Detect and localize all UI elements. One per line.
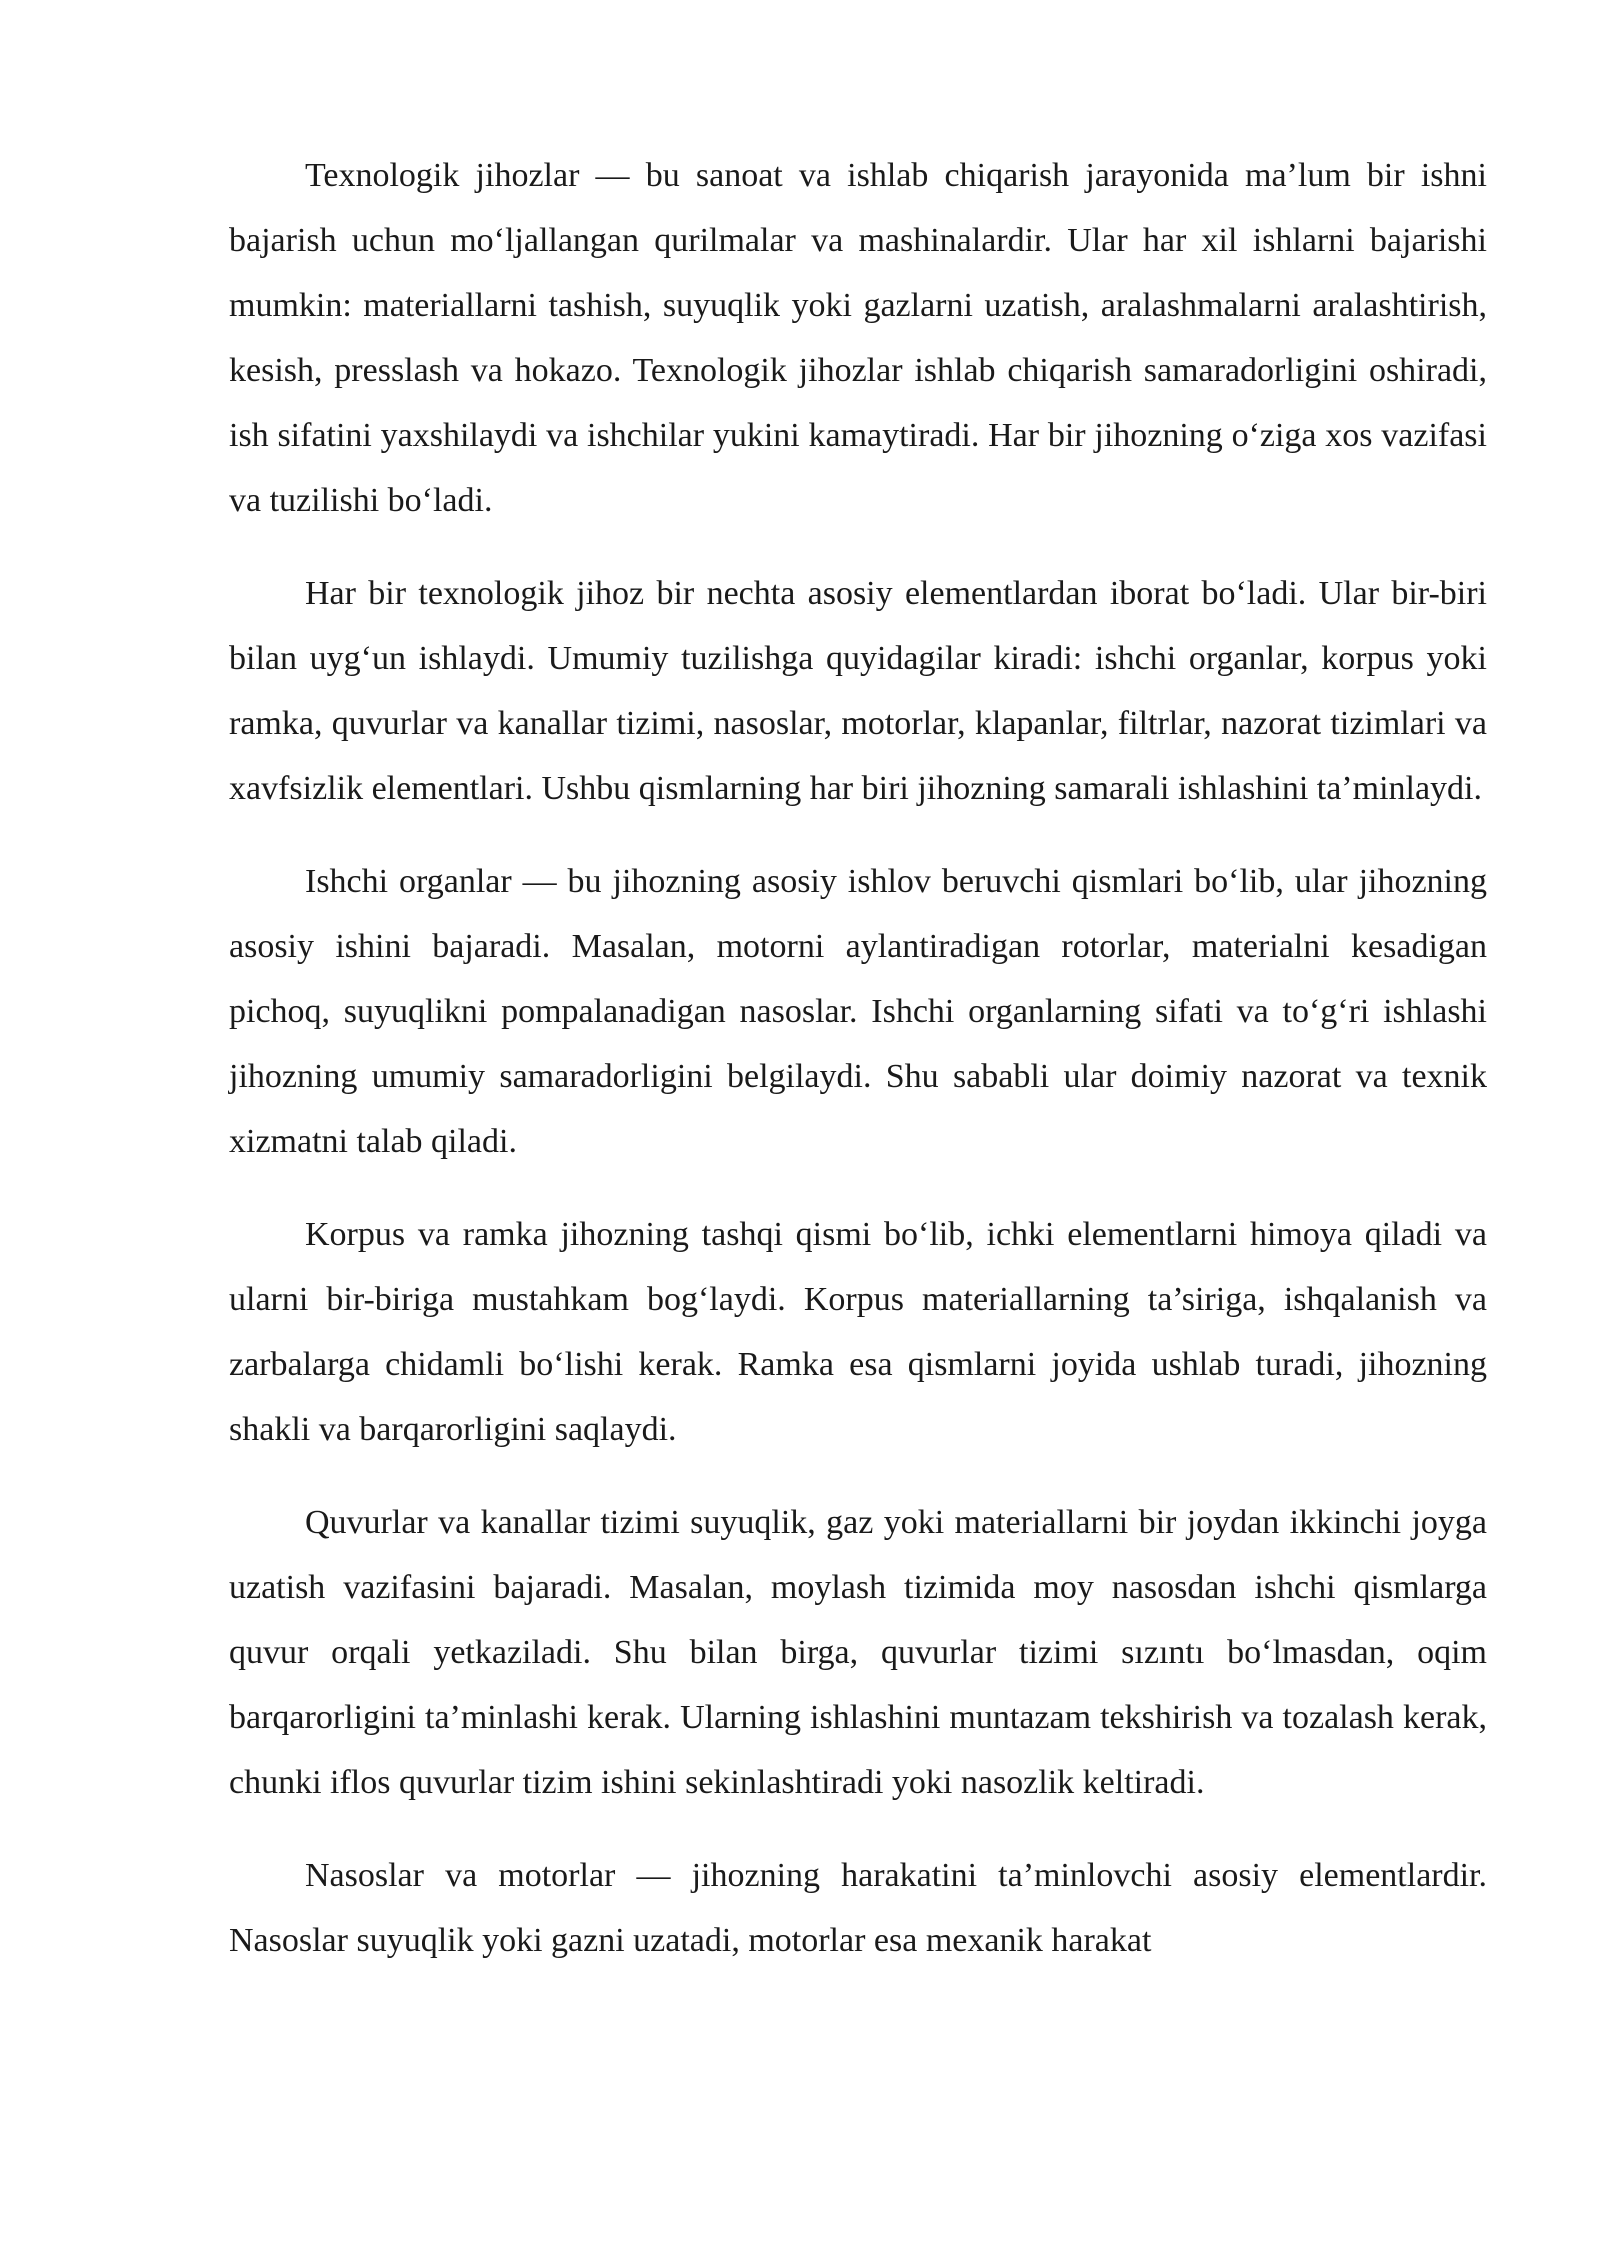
paragraph-pumps-motors: Nasoslar va motorlar — jihozning harakatini ta’minlovchi asosiy elementlardir. Nasoslar suyuqlik yoki gazni uzatadi, motorlar esa mexanik harakat (229, 1857, 1487, 1959)
document-body (229, 143, 1487, 1973)
paragraph-structure: Har bir texnologik jihoz bir nechta asosiy elementlardan iborat bo‘ladi. Ular bir-biri bilan uyg‘un ishlaydi. Umumiy tuzilishga quyidagilar kiradi: ishchi organlar, korpus yoki ramka, quvurlar va kanallar tizimi, nasoslar, motorlar, klapanlar, filtrlar, nazorat tizimlari va xavfsizlik elementlari. Ushbu qismlarning har biri jihozning samarali ishlashini ta’minlaydi. (229, 575, 1487, 807)
paragraph-intro: Texnologik jihozlar — bu sanoat va ishlab chiqarish jarayonida ma’lum bir ishni bajarish uchun mo‘ljallangan qurilmalar va mashinalardir. Ular har xil ishlarni bajarishi mumkin: materiallarni tashish, suyuqlik yoki gazlarni uzatish, aralashmalarni aralashtirish, kesish, presslash va hokazo. Texnologik jihozlar ishlab chiqarish samaradorligini oshiradi, ish sifatini yaxshilaydi va ishchilar yukini kamaytiradi. Har bir jihozning o‘ziga xos vazifasi va tuzilishi bo‘ladi. (229, 157, 1487, 519)
paragraph-working-organs: Ishchi organlar — bu jihozning asosiy ishlov beruvchi qismlari bo‘lib, ular jihozning asosiy ishini bajaradi. Masalan, motorni aylantiradigan rotorlar, materialni kesadigan pichoq, suyuqlikni pompalanadigan nasoslar. Ishchi organlarning sifati va to‘g‘ri ishlashi jihozning umumiy samaradorligini belgilaydi. Shu sababli ular doimiy nazorat va texnik xizmatni talab qiladi. (229, 863, 1487, 1160)
paragraph-pipes-channels: Quvurlar va kanallar tizimi suyuqlik, gaz yoki materiallarni bir joydan ikkinchi joyga uzatish vazifasini bajaradi. Masalan, moylash tizimida moy nasosdan ishchi qismlarga quvur orqali yetkaziladi. Shu bilan birga, quvurlar tizimi sızıntı bo‘lmasdan, oqim barqarorligini ta’minlashi kerak. Ularning ishlashini muntazam tekshirish va tozalash kerak, chunki iflos quvurlar tizim ishini sekinlashtiradi yoki nasozlik keltiradi. (229, 1504, 1487, 1801)
paragraph-body-frame: Korpus va ramka jihozning tashqi qismi bo‘lib, ichki elementlarni himoya qiladi va ularni bir-biriga mustahkam bog‘laydi. Korpus materiallarning ta’siriga, ishqalanish va zarbalarga chidamli bo‘lishi kerak. Ramka esa qismlarni joyida ushlab turadi, jihozning shakli va barqarorligini saqlaydi. (229, 1216, 1487, 1448)
